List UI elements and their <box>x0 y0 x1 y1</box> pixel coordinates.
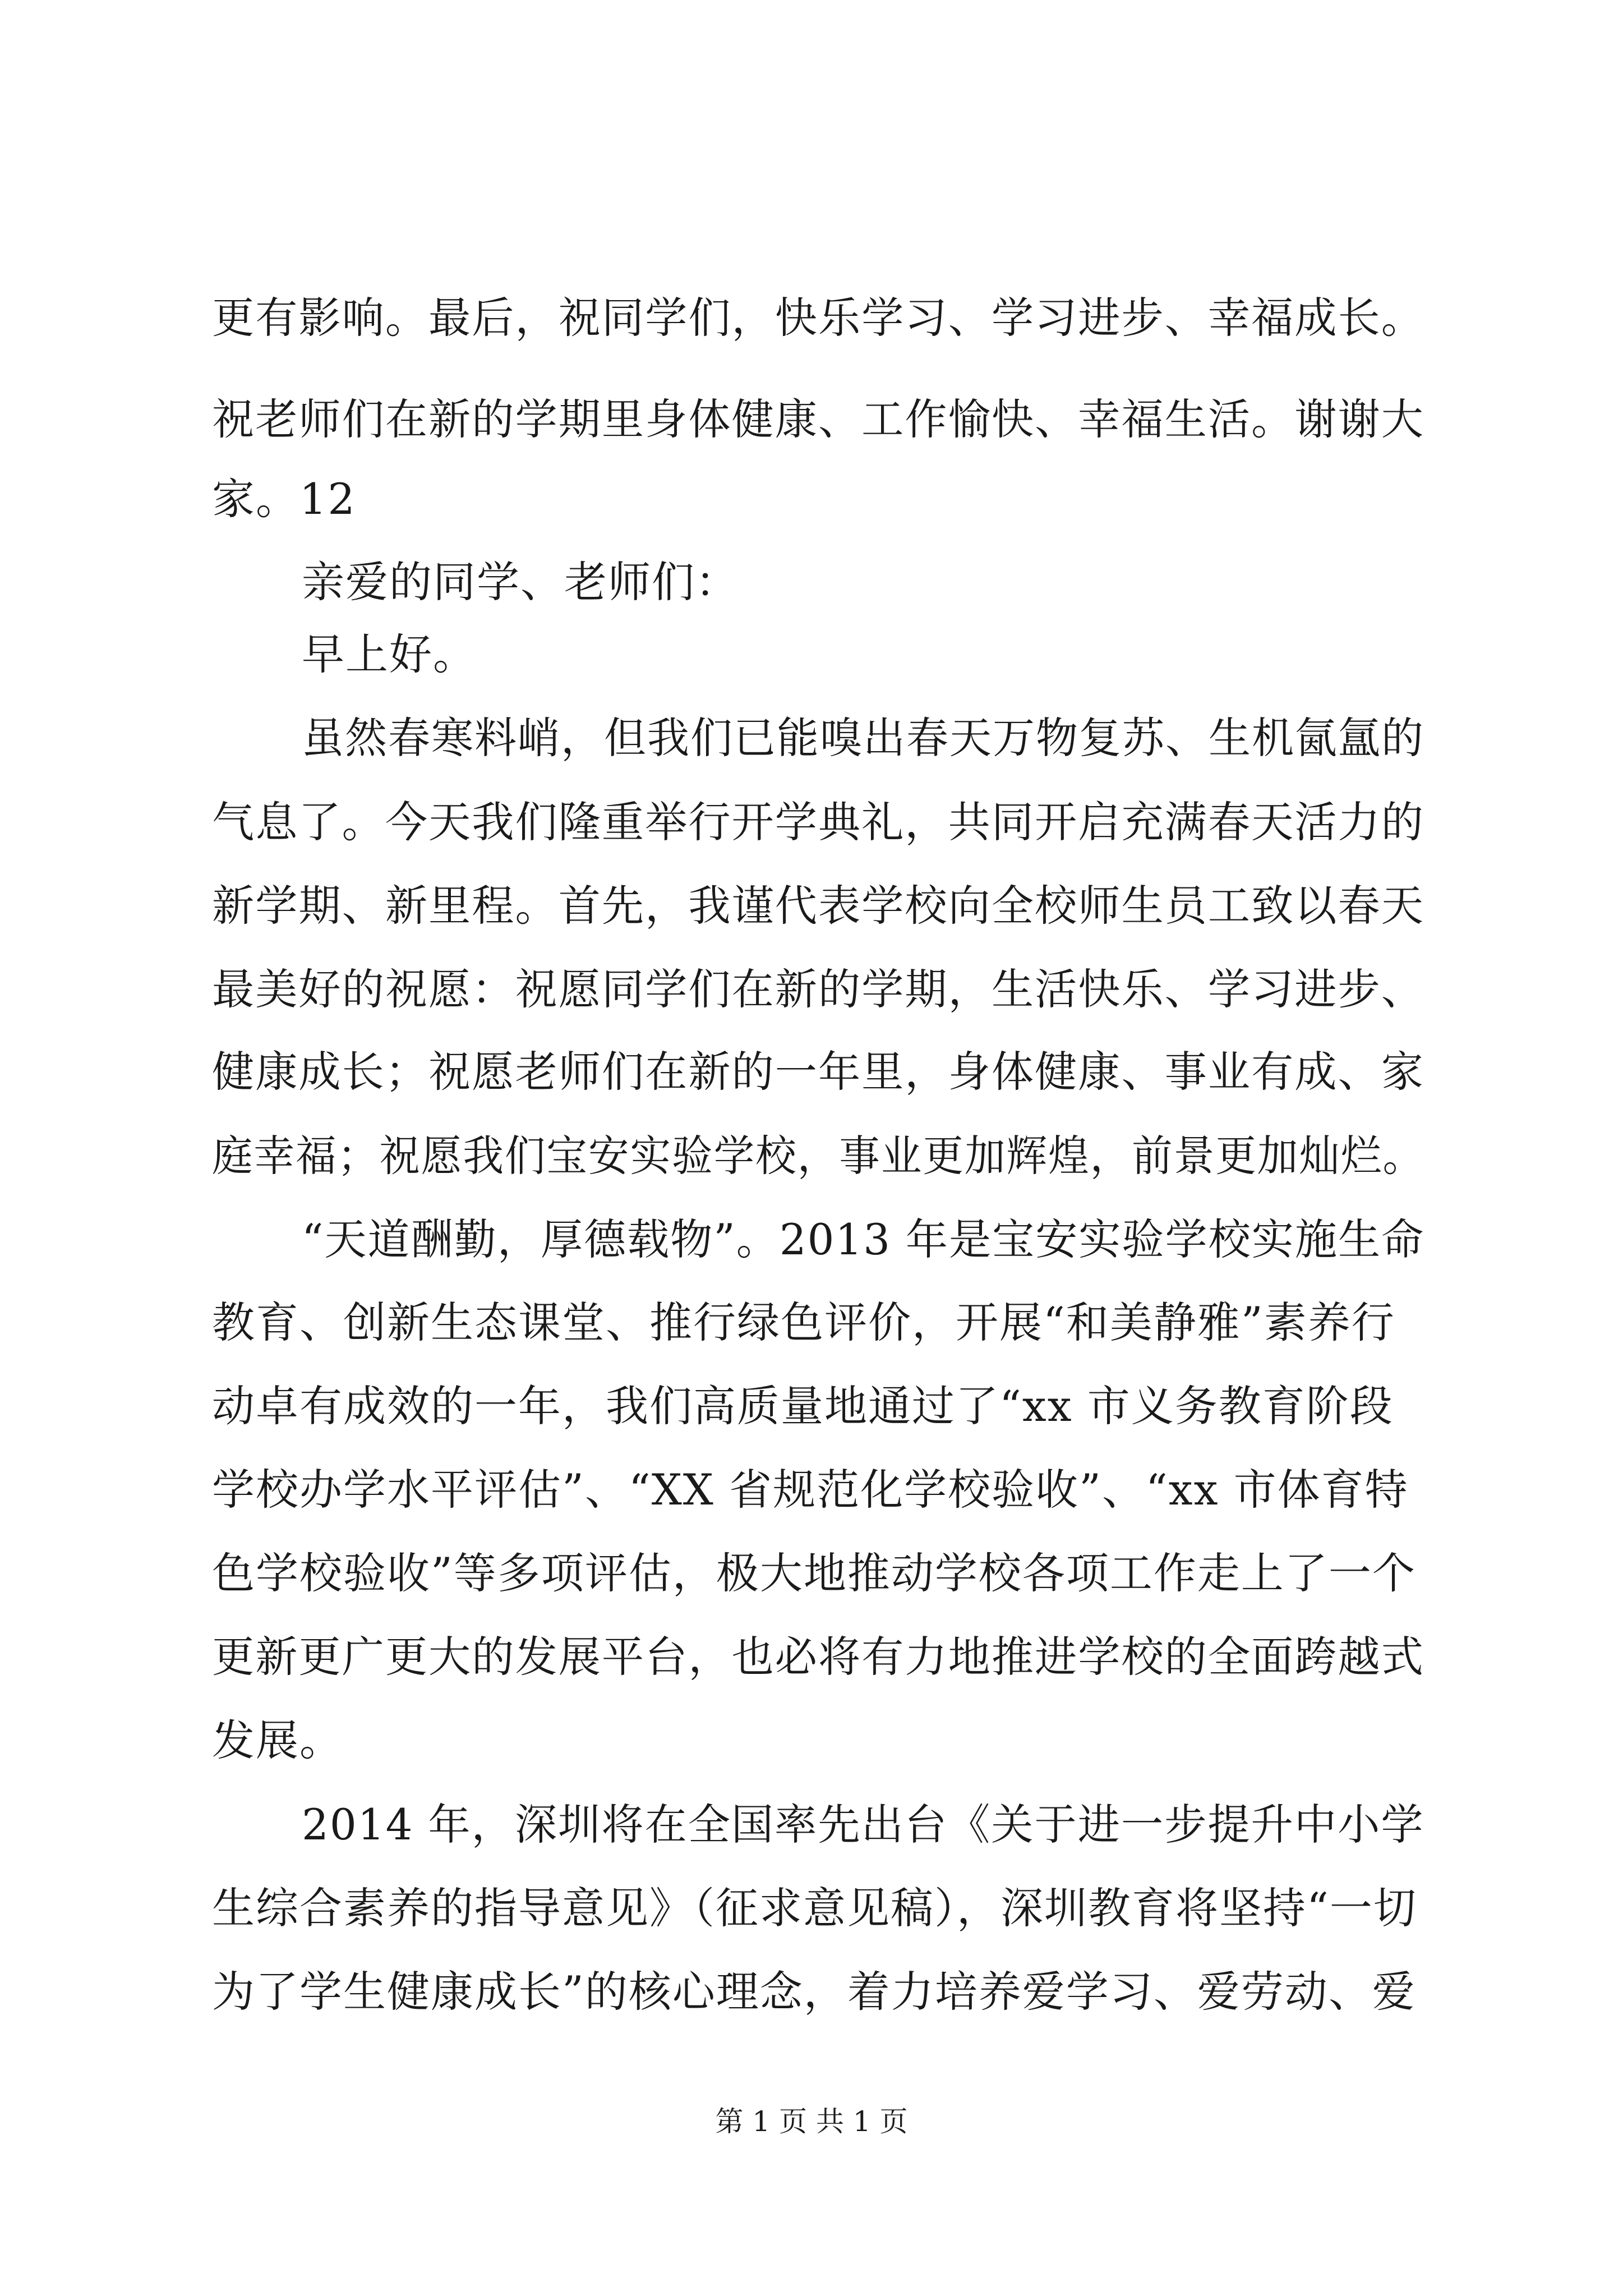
text-line: 虽然春寒料峭，但我们已能嗅出春天万物复苏、生机氤氲的 <box>302 713 1425 763</box>
text-line: 气息了。今天我们隆重举行开学典礼，共同开启充满春天活力的 <box>212 797 1424 847</box>
text-line: 动卓有成效的一年，我们高质量地通过了“xx 市义务教育阶段 <box>212 1381 1394 1431</box>
greeting: 早上好。 <box>302 629 477 679</box>
text-line: 发展。 <box>212 1715 343 1765</box>
text-line: “天道酬勤，厚德载物”。2013 年是宝安实验学校实施生命 <box>302 1214 1425 1264</box>
text-line: 新学期、新里程。首先，我谨代表学校向全校师生员工致以春天 <box>212 881 1424 931</box>
text-line: 健康成长；祝愿老师们在新的一年里，身体健康、事业有成、家 <box>212 1047 1424 1097</box>
text-line: 祝老师们在新的学期里身体健康、工作愉快、幸福生活。谢谢大 <box>212 394 1424 444</box>
text-line: 家。12 <box>212 474 356 524</box>
text-line: 生综合素养的指导意见》（征求意见稿），深圳教育将坚持“一切 <box>212 1883 1417 1933</box>
page-number-footer: 第 1 页 共 1 页 <box>715 2105 908 2138</box>
text-line: 教育、创新生态课堂、推行绿色评价，开展“和美静雅”素养行 <box>212 1297 1395 1347</box>
text-line: 最美好的祝愿：祝愿同学们在新的学期，生活快乐、学习进步、 <box>212 964 1424 1014</box>
text-line: 学校办学水平评估”、“XX 省规范化学校验收”、“xx 市体育特 <box>212 1465 1409 1515</box>
text-line: 更新更广更大的发展平台，也必将有力地推进学校的全面跨越式 <box>212 1632 1424 1682</box>
text-line: 庭幸福；祝愿我们宝安实验学校，事业更加辉煌，前景更加灿烂。 <box>212 1131 1425 1181</box>
salutation: 亲爱的同学、老师们： <box>302 557 739 607</box>
text-line: 2014 年，深圳将在全国率先出台《关于进一步提升中小学 <box>302 1800 1424 1849</box>
text-line: 为了学生健康成长”的核心理念，着力培养爱学习、爱劳动、爱 <box>212 1967 1416 2017</box>
text-line: 色学校验收”等多项评估，极大地推动学校各项工作走上了一个 <box>212 1548 1416 1598</box>
text-line: 更有影响。最后，祝同学们，快乐学习、学习进步、幸福成长。 <box>212 293 1424 343</box>
